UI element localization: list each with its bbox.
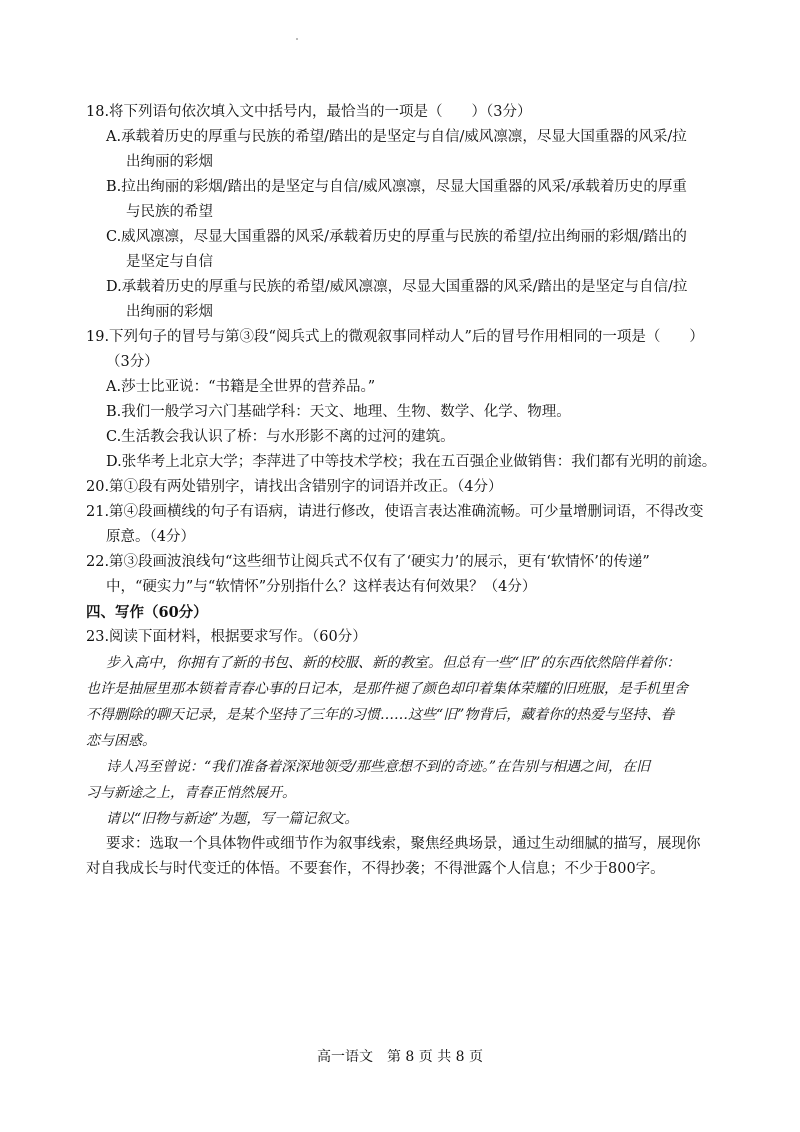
- scan-speck: [296, 38, 298, 40]
- question-23-stem: 23.阅读下面材料，根据要求写作。（60分）: [86, 629, 367, 645]
- question-18-option-a: A.承载着历史的厚重与民族的希望/踏出的是坚定与自信/威风凛凛，尽显大国重器的风采/拉 出绚丽的彩烟: [106, 129, 687, 170]
- question-18-option-b: B.拉出绚丽的彩烟/踏出的是坚定与自信/威风凛凛，尽显大国重器的风采/承载着历史的厚重 与民族的希望: [106, 179, 687, 220]
- question-19-option-c: C.生活教会我认识了桥：与水形影不离的过河的建筑。: [106, 429, 455, 445]
- writing-requirements: 要求：选取一个具体物件或细节作为叙事线索，聚焦经典场景，通过生动细腻的描写，展现你 对自我成长与时代变迁的体悟。不要套作，不得抄袭；不得泄露个人信息；不少于800字。: [86, 836, 701, 877]
- question-18: [86, 100, 726, 325]
- question-19-option-a: A.莎士比亚说：“书籍是全世界的营养品。”: [106, 379, 376, 395]
- question-18-option-c: C.威风凛凛，尽显大国重器的风采/承载着历史的厚重与民族的希望/拉出绚丽的彩烟/踏出的 是坚定与自信: [106, 229, 687, 270]
- writing-material: 步入高中，你拥有了新的书包、新的校服、新的教室。但总有一些“旧”的东西依然陪伴着你： 也许是抽屉里那本锁着青春心事的日记本，是那件褪了颜色却印着集体荣耀的旧班服，是手机里舍 不得删除的聊天记录，是某个坚持了三年的习惯……这些“旧”物背后，藏着你的热爱与坚持、眷 恋与困惑。 诗人冯至曾说：“我们准备着深深地领受/那些意想不到的奇迹。”在告别与相遇之间，在旧 习与新途之上，青春正悄然展开。 请以“旧物与新途”为题，写一篇记叙文。: [86, 655, 688, 827]
- question-19-stem: 19.下列句子的冒号与第③段“阅兵式上的微观叙事同样动人”后的冒号作用相同的一项是（ ）: [86, 329, 704, 345]
- question-21: 21.第④段画横线的句子有语病，请进行修改，使语言表达准确流畅。可少量增删词语，不得改变 原意。（4分）: [86, 504, 704, 545]
- section-writing-heading: 四、写作（60分）: [86, 604, 208, 621]
- question-19: [86, 325, 726, 475]
- question-23: [86, 625, 726, 882]
- question-18-stem: 18.将下列语句依次填入文中括号内，最恰当的一项是（ ）（3分）: [86, 104, 532, 120]
- question-22: 22.第③段画波浪线句“这些细节让阅兵式不仅有了‘硬实力’的展示，更有‘软情怀’的传递” 中，“硬实力”与“软情怀”分别指什么？这样表达有何效果？（4分）: [86, 554, 650, 595]
- question-19-option-d: D.张华考上北京大学；李萍进了中等技术学校；我在五百强企业做销售：我们都有光明的前途。: [106, 454, 717, 470]
- page-footer: 高一语文 第 8 页 共 8 页: [316, 1049, 484, 1065]
- question-18-option-d: D.承载着历史的厚重与民族的希望/威风凛凛，尽显大国重器的风采/踏出的是坚定与自信/拉 出绚丽的彩烟: [106, 279, 688, 320]
- exam-content: [86, 100, 726, 882]
- question-20: 20.第①段有两处错别字，请找出含错别字的词语并改正。（4分）: [86, 479, 503, 495]
- question-19-option-b: B.我们一般学习六门基础学科：天文、地理、生物、数学、化学、物理。: [106, 404, 571, 420]
- question-19-score: （3分）: [106, 354, 159, 370]
